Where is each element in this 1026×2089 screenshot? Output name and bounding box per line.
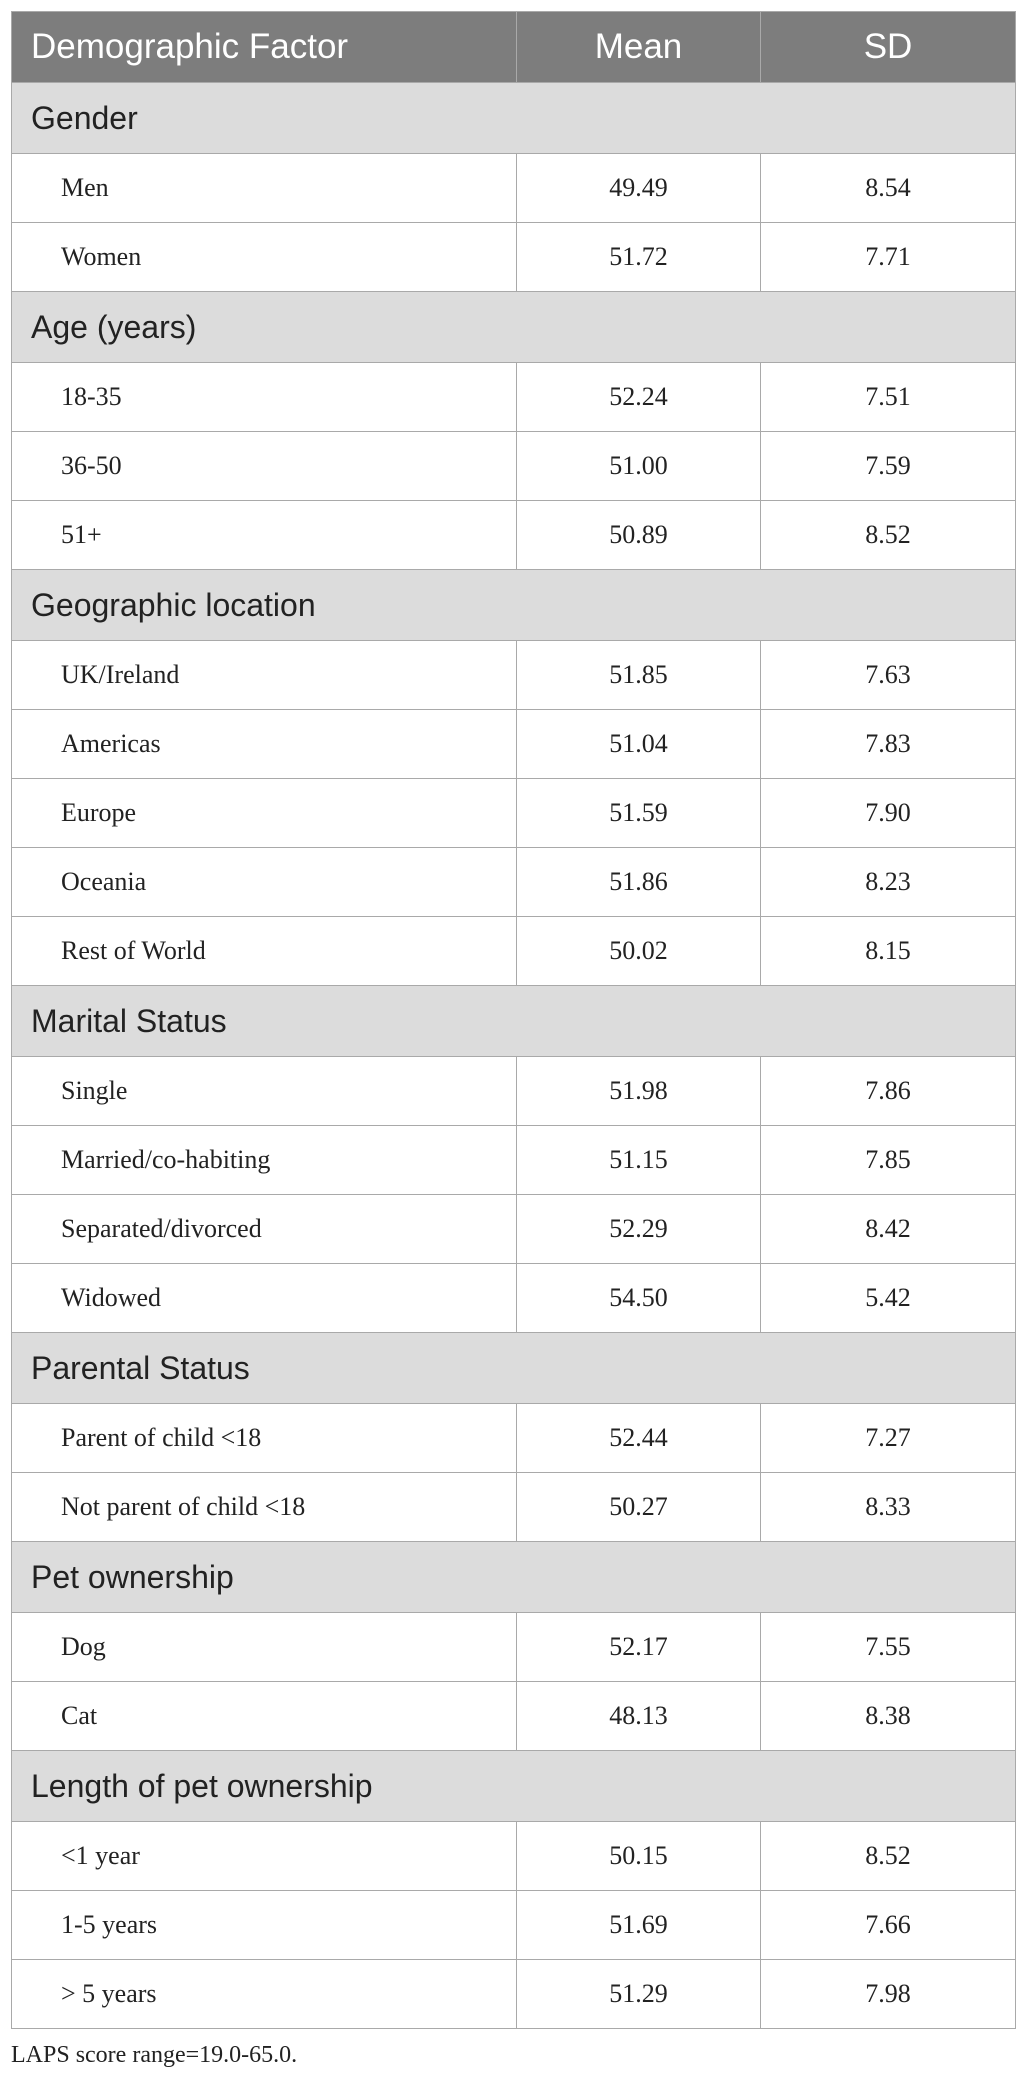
- row-sd: 7.51: [761, 363, 1016, 432]
- row-sd: 7.85: [761, 1126, 1016, 1195]
- row-label: Parent of child <18: [12, 1404, 517, 1473]
- row-label: Single: [12, 1057, 517, 1126]
- header-sd: SD: [761, 12, 1016, 83]
- row-mean: 50.02: [517, 917, 761, 986]
- row-mean: 52.29: [517, 1195, 761, 1264]
- table-row: [12, 1682, 1016, 1751]
- row-label: Rest of World: [12, 917, 517, 986]
- row-sd: 7.98: [761, 1960, 1016, 2029]
- header-demographic-factor: Demographic Factor: [12, 12, 517, 83]
- row-sd: 7.90: [761, 779, 1016, 848]
- group-label: Marital Status: [12, 986, 1016, 1057]
- row-label: Europe: [12, 779, 517, 848]
- row-mean: 51.72: [517, 223, 761, 292]
- table-row: [12, 848, 1016, 917]
- row-label: Widowed: [12, 1264, 517, 1333]
- row-label: 18-35: [12, 363, 517, 432]
- group-label: Pet ownership: [12, 1542, 1016, 1613]
- table-row: [12, 432, 1016, 501]
- table-header-row: [12, 12, 1016, 83]
- row-label: Married/co-habiting: [12, 1126, 517, 1195]
- demographic-table: [11, 11, 1016, 2029]
- row-mean: 50.27: [517, 1473, 761, 1542]
- row-sd: 8.52: [761, 1822, 1016, 1891]
- table-row: [12, 363, 1016, 432]
- row-label: 36-50: [12, 432, 517, 501]
- table-row: [12, 641, 1016, 710]
- table-row: [12, 223, 1016, 292]
- row-sd: 8.52: [761, 501, 1016, 570]
- row-sd: 8.33: [761, 1473, 1016, 1542]
- row-label: <1 year: [12, 1822, 517, 1891]
- row-sd: 7.86: [761, 1057, 1016, 1126]
- row-label: 51+: [12, 501, 517, 570]
- row-mean: 51.86: [517, 848, 761, 917]
- row-label: UK/Ireland: [12, 641, 517, 710]
- row-mean: 51.85: [517, 641, 761, 710]
- row-sd: 8.54: [761, 154, 1016, 223]
- row-mean: 51.29: [517, 1960, 761, 2029]
- row-mean: 50.89: [517, 501, 761, 570]
- row-mean: 51.59: [517, 779, 761, 848]
- row-sd: 7.66: [761, 1891, 1016, 1960]
- table-row: [12, 501, 1016, 570]
- header-mean: Mean: [517, 12, 761, 83]
- table-row: [12, 1404, 1016, 1473]
- group-row-length-of-pet-ownership: [12, 1751, 1016, 1822]
- table-row: [12, 1057, 1016, 1126]
- row-mean: 54.50: [517, 1264, 761, 1333]
- table-row: [12, 779, 1016, 848]
- table-row: [12, 1195, 1016, 1264]
- group-row-gender: [12, 83, 1016, 154]
- row-sd: 8.38: [761, 1682, 1016, 1751]
- row-sd: 8.23: [761, 848, 1016, 917]
- table-row: [12, 1891, 1016, 1960]
- row-sd: 7.83: [761, 710, 1016, 779]
- row-label: Dog: [12, 1613, 517, 1682]
- table-row: [12, 154, 1016, 223]
- row-sd: 7.55: [761, 1613, 1016, 1682]
- row-mean: 51.04: [517, 710, 761, 779]
- row-mean: 51.69: [517, 1891, 761, 1960]
- row-mean: 49.49: [517, 154, 761, 223]
- group-label: Parental Status: [12, 1333, 1016, 1404]
- group-row-geographic-location: [12, 570, 1016, 641]
- group-label: Geographic location: [12, 570, 1016, 641]
- group-row-parental-status: [12, 1333, 1016, 1404]
- data-table-container: [11, 11, 1015, 2029]
- row-label: Cat: [12, 1682, 517, 1751]
- group-label: Gender: [12, 83, 1016, 154]
- table-row: [12, 1960, 1016, 2029]
- row-label: Women: [12, 223, 517, 292]
- row-label: 1-5 years: [12, 1891, 517, 1960]
- row-mean: 52.44: [517, 1404, 761, 1473]
- row-label: Separated/divorced: [12, 1195, 517, 1264]
- row-sd: 7.63: [761, 641, 1016, 710]
- row-mean: 52.24: [517, 363, 761, 432]
- row-label: Oceania: [12, 848, 517, 917]
- row-label: > 5 years: [12, 1960, 517, 2029]
- row-sd: 8.15: [761, 917, 1016, 986]
- row-sd: 7.59: [761, 432, 1016, 501]
- table-row: [12, 917, 1016, 986]
- row-label: Not parent of child <18: [12, 1473, 517, 1542]
- row-sd: 8.42: [761, 1195, 1016, 1264]
- row-mean: 50.15: [517, 1822, 761, 1891]
- group-row-marital-status: [12, 986, 1016, 1057]
- group-row-age: [12, 292, 1016, 363]
- row-mean: 52.17: [517, 1613, 761, 1682]
- row-sd: 7.71: [761, 223, 1016, 292]
- table-row: [12, 1613, 1016, 1682]
- row-mean: 51.15: [517, 1126, 761, 1195]
- row-mean: 51.98: [517, 1057, 761, 1126]
- row-label: Americas: [12, 710, 517, 779]
- table-row: [12, 1264, 1016, 1333]
- row-mean: 51.00: [517, 432, 761, 501]
- row-label: Men: [12, 154, 517, 223]
- group-label: Age (years): [12, 292, 1016, 363]
- group-row-pet-ownership: [12, 1542, 1016, 1613]
- table-row: [12, 1473, 1016, 1542]
- row-mean: 48.13: [517, 1682, 761, 1751]
- table-row: [12, 710, 1016, 779]
- table-row: [12, 1126, 1016, 1195]
- group-label: Length of pet ownership: [12, 1751, 1016, 1822]
- row-sd: 5.42: [761, 1264, 1016, 1333]
- table-footnote: LAPS score range=19.0-65.0.: [11, 2042, 298, 2068]
- table-row: [12, 1822, 1016, 1891]
- row-sd: 7.27: [761, 1404, 1016, 1473]
